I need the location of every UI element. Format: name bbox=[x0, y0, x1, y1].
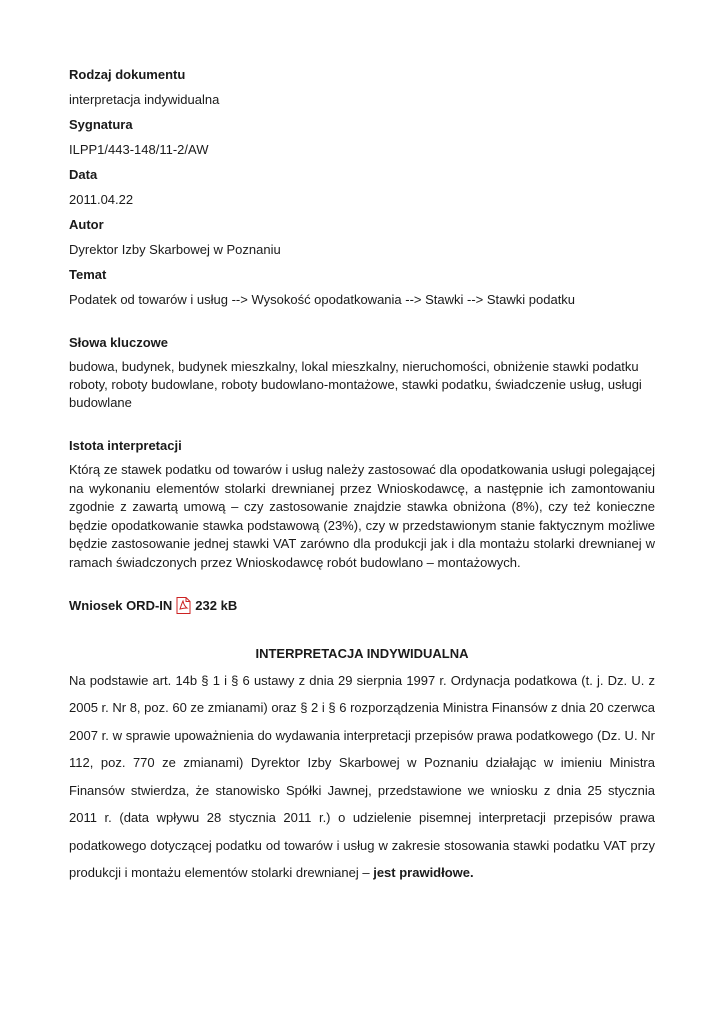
attachment-label[interactable]: Wniosek ORD-IN bbox=[69, 597, 173, 613]
keywords-value: budowa, budynek, budynek mieszkalny, lokal mieszkalny, nieruchomości, obniżenie stawki podatku roboty, roboty budowlane, roboty budowlano-montażowe, stawki podatku, świadczenie usług, usługi budowlane bbox=[69, 359, 642, 410]
autor-label: Autor bbox=[69, 217, 104, 232]
temat-label: Temat bbox=[69, 267, 107, 282]
istota-value: Którą ze stawek podatku od towarów i usług należy zastosować dla opodatkowania usługi polegającej na wykonaniu elementów stolarki drewnianej przez Wnioskodawcę, a następnie ich zamontowaniu zgodnie z zawartą umową – czy zastosowanie znajdzie stawka obniżona (8%), czy też konieczne będzie opodatkowanie stawka podstawową (23%), czy w przedstawionym stanie faktycznym możliwe będzie zastosowanie jednej stawki VAT zarówno dla produkcji jak i dla montażu stolarki drewnianej w ramach świadczonych przez Wnioskodawcę robót budowlano – montażowych. bbox=[69, 462, 655, 570]
data-label: Data bbox=[69, 167, 98, 182]
data-value: 2011.04.22 bbox=[69, 192, 134, 207]
spacer bbox=[69, 316, 655, 334]
istota-label: Istota interpretacji bbox=[69, 438, 182, 453]
pdf-icon[interactable] bbox=[176, 597, 191, 614]
interpretation-conclusion: jest prawidłowe. bbox=[373, 865, 474, 881]
document-page bbox=[69, 66, 655, 887]
autor-value: Dyrektor Izby Skarbowej w Poznaniu bbox=[69, 242, 281, 257]
rodzaj-value: interpretacja indywidualna bbox=[69, 92, 220, 107]
attachment-size: 232 kB bbox=[195, 597, 238, 613]
sygnatura-label: Sygnatura bbox=[69, 117, 133, 132]
sygnatura-value: ILPP1/443-148/11-2/AW bbox=[69, 142, 209, 157]
temat-value: Podatek od towarów i usług --> Wysokość opodatkowania --> Stawki --> Stawki podatku bbox=[69, 292, 576, 307]
attachment-link[interactable] bbox=[69, 597, 655, 615]
rodzaj-label: Rodzaj dokumentu bbox=[69, 67, 186, 82]
interpretation-body bbox=[69, 667, 655, 887]
interpretation-body-text: Na podstawie art. 14b § 1 i § 6 ustawy z dnia 29 sierpnia 1997 r. Ordynacja podatkowa (t. j. Dz. U. z 2005 r. Nr 8, poz. 60 ze zmianami) oraz § 2 i § 6 rozporządzenia Ministra Finansów z dnia 20 czerwca 2007 r. w sprawie upoważnienia do wydawania interpretacji przepisów prawa podatkowego (Dz. U. Nr 112, poz. 770 ze zmianami) Dyrektor Izby Skarbowej w Poznaniu działając w imieniu Ministra Finansów stwierdza, że stanowisko Spółki Jawnej, przedstawione we wniosku z dnia 25 stycznia 2011 r. (data wpływu 28 stycznia 2011 r.) o udzielenie pisemnej interpretacji przepisów prawa podatkowego dotyczącej podatku od towarów i usług w zakresie stosowania stawki podatku VAT przy produkcji i montażu elementów stolarki drewnianej – bbox=[69, 672, 655, 881]
spacer bbox=[69, 419, 655, 437]
keywords-label: Słowa kluczowe bbox=[69, 335, 168, 350]
interpretation-heading: INTERPRETACJA INDYWIDUALNA bbox=[255, 645, 469, 661]
